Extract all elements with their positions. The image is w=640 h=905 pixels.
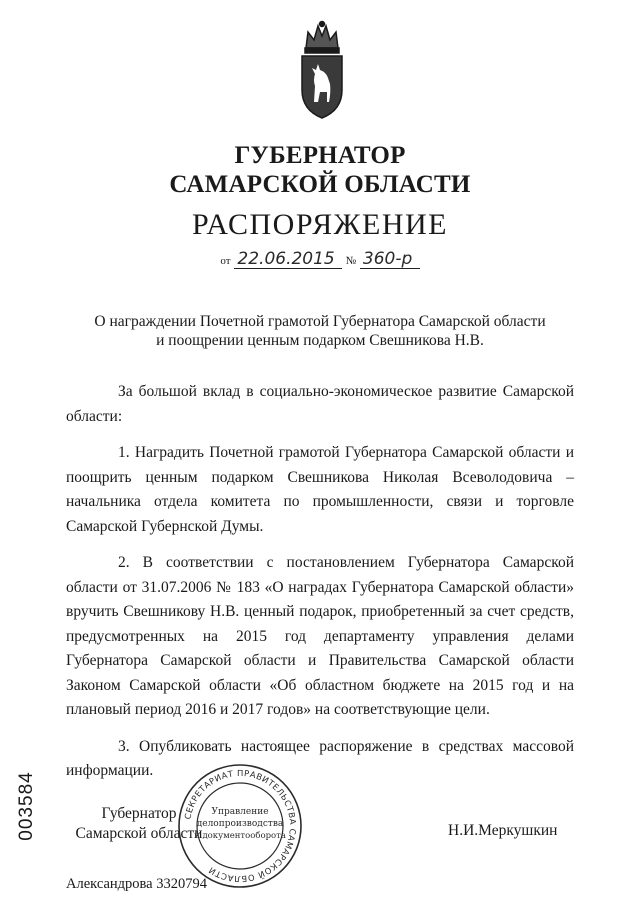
document-subject <box>60 312 580 350</box>
number-prefix: № <box>345 255 357 267</box>
date-prefix: от <box>220 255 231 267</box>
stamp-line3: и документооборота <box>194 831 286 841</box>
side-registration-number: 003584 <box>16 771 37 841</box>
registration-row <box>0 250 640 269</box>
samara-coat-of-arms-icon <box>296 18 348 122</box>
body-item-2: 2. В соответствии с постановлением Губернатора Самарской области от 31.07.2006 № 183 «О наградах Губернатора Самарской области» вручить Свешникову Н.В. ценный подарок, приобретенный за счет средств, предусмотренных на 2015 год департаменту управления делами Губернатора Самарской области и Правительства Самарской области Законом Самарской области «Об областном бюджете на 2015 год и на плановый период 2016 и 2017 годов» на соответствующие цели. <box>66 554 574 718</box>
subject-line1: О награждении Почетной грамотой Губернатора Самарской области <box>94 313 546 330</box>
body-item-1: 1. Наградить Почетной грамотой Губернатора Самарской области и поощрить ценным подарком Свешникова Николая Всеволодовича – начальника отдела комитета по промышленности, связи и торговле Самарской Губернской Думы. <box>66 444 574 535</box>
stamp-line2: делопроизводства <box>196 819 284 829</box>
document-body <box>66 380 574 796</box>
stamp-line1: Управление <box>211 807 269 817</box>
signatory-title-line2: Самарской области <box>75 825 203 842</box>
document-type: РАСПОРЯЖЕНИЕ <box>191 208 449 241</box>
subject-line2: и поощрении ценным подарком Свешникова Н.В. <box>156 332 484 349</box>
body-preamble: За большой вклад в социально-экономическое развитие Самарской области: <box>66 383 574 425</box>
official-stamp <box>176 762 304 890</box>
issuer-title-line1: ГУБЕРНАТОР <box>234 142 406 169</box>
body-item-3: 3. Опубликовать настоящее распоряжение в средствах массовой информации. <box>66 737 574 779</box>
signatory-name: Н.И.Меркушкин <box>448 822 558 839</box>
document-number: 360-р <box>360 250 420 269</box>
document-date: 22.06.2015 <box>234 250 342 269</box>
signatory-title-line1: Губернатор <box>101 805 177 822</box>
stamp-ring-text: СЕКРЕТАРИАТ ПРАВИТЕЛЬСТВА САМАРСКОЙ ОБЛАСТИ <box>182 767 299 885</box>
executor-note: Александрова 3320794 <box>66 876 207 892</box>
issuer-title-line2: САМАРСКОЙ ОБЛАСТИ <box>169 171 471 198</box>
